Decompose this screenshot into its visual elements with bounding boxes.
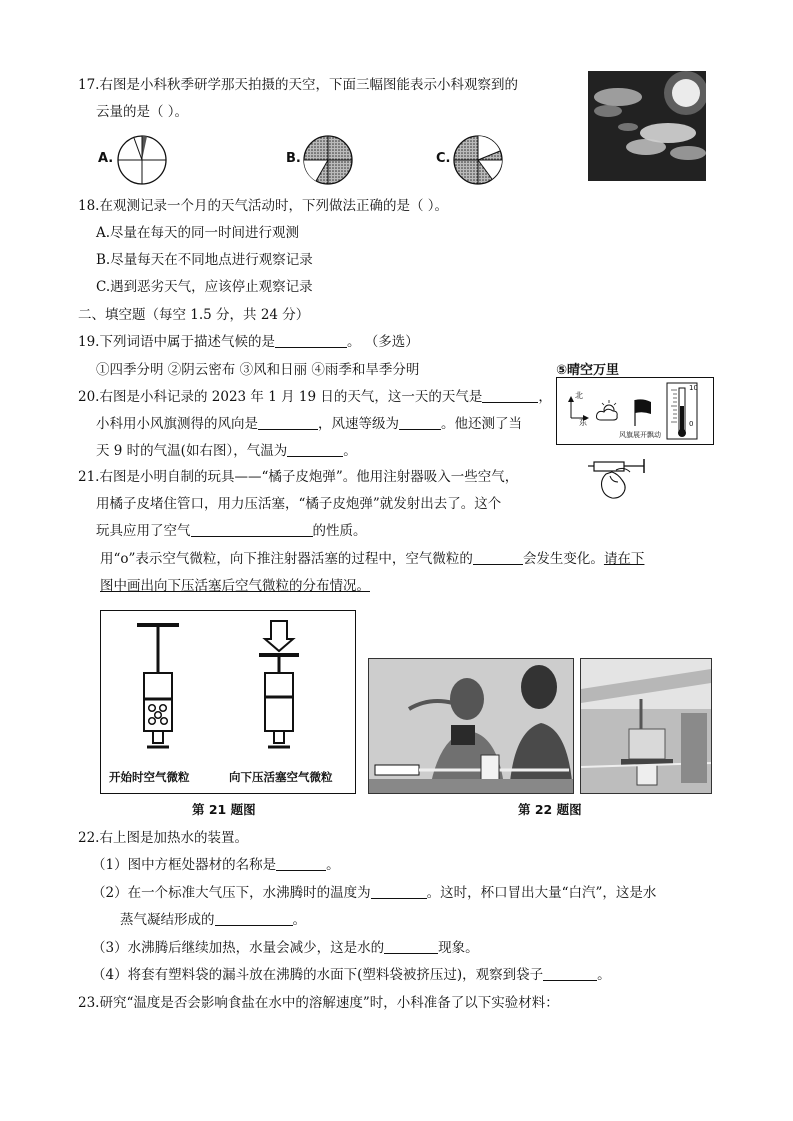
q20-line2	[96, 415, 522, 433]
q22-sub2-cont	[120, 911, 306, 929]
q17-option-a[interactable]: A.	[98, 151, 114, 166]
label-start-particles: 开始时空气微粒	[109, 770, 190, 784]
weather-card-title: ⑤晴空万里	[556, 363, 620, 378]
q22-sub2	[92, 884, 656, 902]
q22-sub2-pre: （2）在一个标准大气压下，水沸腾时的温度为	[92, 885, 371, 901]
compass-north-label: 北	[575, 391, 583, 400]
q22-sub4	[92, 966, 611, 984]
cloud-cover-pie-a	[116, 134, 168, 186]
q21-line4	[100, 550, 644, 568]
q20-line3	[96, 442, 357, 460]
q20-weather-blank[interactable]	[482, 388, 538, 403]
q22-sub4-post: 。	[597, 967, 611, 983]
label-after-press-particles: 向下压活塞空气微粒	[229, 770, 333, 784]
q22-sub1	[92, 856, 340, 874]
q18-stem: 18.在观测记录一个月的天气活动时，下列做法正确的是（ ）。	[78, 198, 449, 214]
q18-option-b[interactable]: B.尽量每天在不同地点进行观察记录	[96, 252, 313, 268]
q21-line5: 图中画出向下压活塞后空气微粒的分布情况。	[100, 578, 370, 594]
q20-line2-a: 小科用小风旗测得的风向是	[96, 416, 258, 432]
q22-sub1-pre: （1）图中方框处器材的名称是	[92, 857, 277, 873]
q19-choices: ①四季分明 ②阴云密布 ③风和日丽 ④雨季和旱季分明	[96, 362, 420, 378]
q21-particle-blank[interactable]	[473, 550, 523, 565]
q21-line3-post: 的性质。	[312, 523, 367, 539]
q21-line3	[96, 522, 367, 540]
q21-line4-mid: 会发生变化。	[522, 551, 604, 567]
q17-line2: 云量的是（ ）。	[96, 104, 189, 120]
q19-stem	[78, 333, 419, 351]
fig22-caption: 第 22 题图	[518, 802, 582, 817]
q22-apparatus-name-blank[interactable]	[276, 856, 326, 871]
wind-flag-caption: 风旗展开飘动	[619, 431, 661, 439]
q20-line1	[78, 388, 552, 406]
q19-answer-blank[interactable]	[275, 333, 347, 348]
fig22-students-heating-photo	[368, 658, 574, 794]
q21-line3-pre: 玩具应用了空气	[96, 523, 191, 539]
q19-stem-pre: 19.下列词语中属于描述气候的是	[78, 334, 275, 350]
q20-line1-end: ，	[538, 389, 552, 405]
q20-line2-b: ，风速等级为	[318, 416, 399, 432]
fig21-caption: 第 21 题图	[192, 802, 256, 817]
weather-record-card	[556, 377, 714, 445]
q20-wind-direction-blank[interactable]	[258, 415, 318, 430]
q20-line3-b: 。	[343, 443, 357, 459]
q17-line1: 17.右图是小科秋季研学那天拍摄的天空，下面三幅图能表示小科观察到的	[78, 77, 518, 93]
q21-line4-pre: 用“o”表示空气微粒，向下推注射器活塞的过程中，空气微粒的	[100, 551, 473, 567]
sky-photo	[588, 71, 706, 181]
q20-temperature-blank[interactable]	[287, 442, 343, 457]
q22-boiling-temp-blank[interactable]	[371, 884, 427, 899]
q21-air-property-blank[interactable]	[191, 522, 313, 537]
q21-line1: 21.右图是小明自制的玩具——“橘子皮炮弹”。他用注射器吸入一些空气，	[78, 469, 519, 485]
q22-sub1-post: 。	[326, 857, 340, 873]
hand-syringe-illustration	[586, 456, 652, 508]
q22-sub2-post: 。这时，杯口冒出大量“白汽”，这是水	[426, 885, 657, 901]
q18-option-a[interactable]: A.尽量在每天的同一时间进行观测	[96, 225, 300, 241]
q22-sub4-pre: （4）将套有塑料袋的漏斗放在沸腾的水面下(塑料袋被挤压过)，观察到袋子	[92, 967, 544, 983]
cloud-cover-pie-b	[302, 134, 354, 186]
q21-line2: 用橘子皮堵住管口，用力压活塞，“橘子皮炮弹”就发射出去了。这个	[96, 496, 502, 512]
q20-line1-text: 20.右图是小科记录的 2023 年 1 月 19 日的天气，这一天的天气是	[78, 389, 483, 405]
compass-east-label: 东	[579, 418, 587, 427]
q20-line3-a: 天 9 时的气温(如右图），气温为	[96, 443, 288, 459]
q17-option-b[interactable]: B.	[286, 151, 301, 166]
q18-option-c[interactable]: C.遇到恶劣天气，应该停止观察记录	[96, 279, 313, 295]
q23-stem: 23.研究“温度是否会影响食盐在水中的溶解速度”时，小科准备了以下实验材料：	[78, 995, 559, 1011]
fig21-syringe-diagram	[100, 610, 356, 794]
thermometer-zero-label: 0	[689, 420, 694, 428]
q22-sub2b-pre: 蒸气凝结形成的	[120, 912, 215, 928]
q22-sub3-pre: （3）水沸腾后继续加热，水量会减少，这是水的	[92, 940, 385, 956]
q22-sub2b-post: 。	[292, 912, 306, 928]
q20-line2-c: 。他还测了当	[441, 416, 522, 432]
fig22-heating-apparatus-photo	[580, 658, 712, 794]
q22-sub3-post: 现象。	[438, 940, 479, 956]
section-fill-blank-title: 二、填空题（每空 1.5 分，共 24 分）	[78, 307, 310, 323]
q20-wind-level-blank[interactable]	[399, 415, 441, 430]
q21-line4-underlined: 请在下	[603, 551, 645, 567]
q22-white-gas-blank[interactable]	[215, 911, 293, 926]
thermometer-top-label: 10	[689, 384, 698, 392]
q19-stem-post: 。 （多选）	[346, 334, 419, 350]
cloud-cover-pie-c	[452, 134, 504, 186]
q22-stem: 22.右上图是加热水的装置。	[78, 830, 248, 846]
q22-phenomenon-blank[interactable]	[384, 939, 438, 954]
q17-option-c[interactable]: C.	[436, 151, 451, 166]
q22-sub3	[92, 939, 479, 957]
q22-bag-observation-blank[interactable]	[543, 966, 597, 981]
